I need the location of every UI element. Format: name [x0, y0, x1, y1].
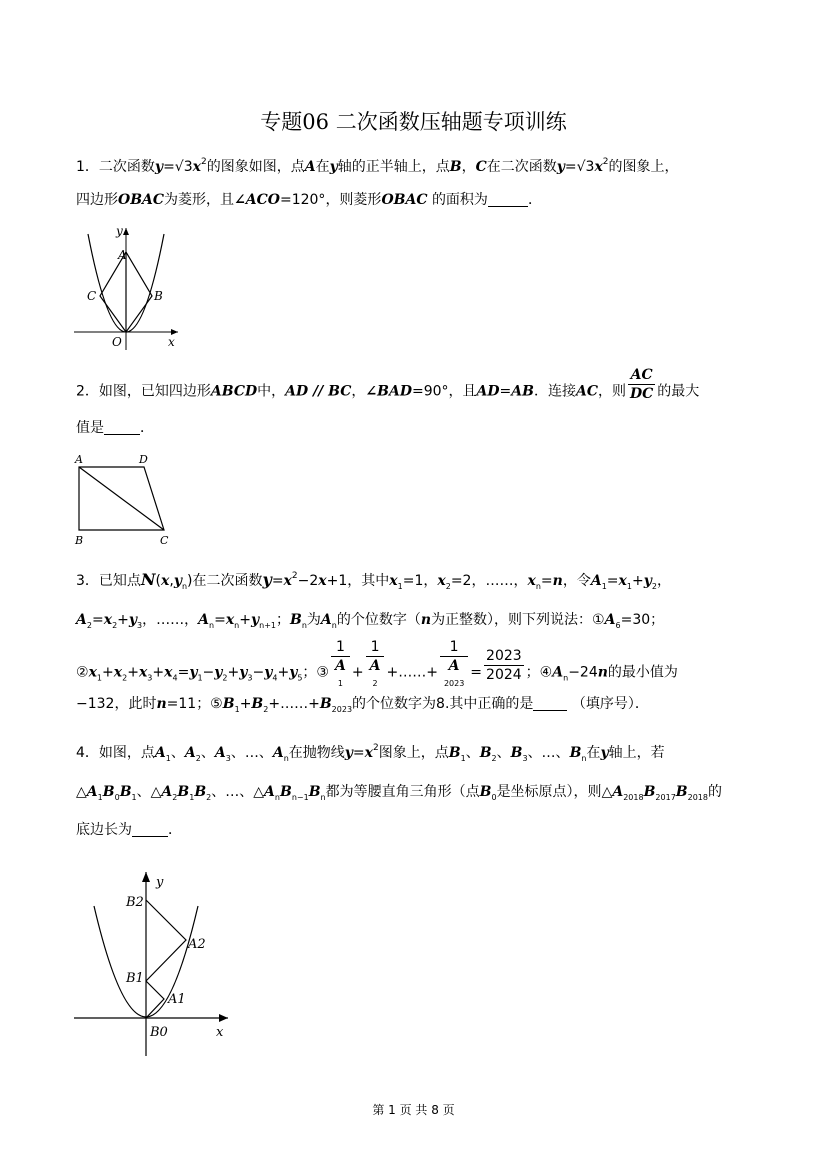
- answer-blank-4[interactable]: [132, 822, 168, 837]
- q2-line-2: 值是 ．: [76, 420, 154, 436]
- fig1-label-x: x: [168, 335, 175, 349]
- q3-line-4: −132，此时n=11；$⑤B_1+B_2+\dots\dots+B_{2023}$的个位数字为8.其中正确的是 （填序号）．: [76, 696, 649, 714]
- q4-line-1: 4．如图，点$A_1$、$A_2$、$A_3$、…、$A_n$在抛物线$y=x^2$图象上，点$B_1$、$B_2$、$B_3$、…、$B_n$在y轴上，若: [76, 743, 665, 763]
- page-footer: 第 1 页 共 8 页: [372, 1103, 455, 1117]
- q2-line-1: 2．如图，已知四边形ABCD中，AD // BC，∠BAD=90°，且AD=AB．连接AC，则 $\frac{AC}{DC}$ 的最大: [76, 367, 700, 402]
- q2-figure: [72, 452, 176, 548]
- fig1-label-B: B: [154, 289, 163, 303]
- q3-line-3: $②x_1+x_2+x_3+x_4=y_1-y_2+y_3-y_4+y_5$；③ 1 A 1 + 1 A 2 +……+ 1 A 2023 = $\frac{2023}{2024}$ ；$④A_n-24n$的最小值为: [76, 639, 678, 688]
- fig2-label-D: D: [139, 453, 148, 466]
- fig1-label-C: C: [87, 289, 97, 303]
- fig4-label-y: y: [156, 875, 164, 890]
- fig2-label-B: B: [75, 534, 84, 547]
- answer-blank-2[interactable]: [104, 420, 140, 435]
- fig4-label-B0: B0: [150, 1025, 168, 1040]
- q3-line-1: 3．已知点$N(x,y_n)$在二次函数$y=x^2-2x+1$，其中$x_1=1$，$x_2=2$，……，$x_n=n$，令$A_1=x_1+y_2$，: [76, 570, 671, 591]
- q3-line-2: $A_2=x_2+y_3$，……，$A_n=x_n+y_{n+1}$；$B_n$为$A_n$的个位数字（n为正整数），则下列说法：$①A_6=30$；: [76, 612, 665, 630]
- q1-line-1: 1．二次函数$y=√3x^2$的图象如图，点A在y轴的正半轴上，点B，C在二次函数$y=√3x^2$的图象上，: [76, 157, 679, 175]
- page-title: 专题06 二次函数压轴题专项训练: [260, 110, 567, 134]
- answer-blank-3[interactable]: [533, 696, 567, 711]
- fig4-label-A1: A1: [168, 992, 186, 1007]
- q4-figure: [72, 866, 236, 1060]
- fig4-label-x: x: [216, 1025, 224, 1040]
- fig4-label-A2: A2: [188, 937, 206, 952]
- fig1-label-O: O: [112, 335, 122, 349]
- fig4-label-B2: B2: [126, 895, 144, 910]
- q1-figure: [74, 222, 186, 352]
- q4-line-2: $\triangle A_1B_0B_1$、$\triangle A_2B_1B_2$、…、$\triangle A_nB_{n-1}B_n$都为等腰直角三角形（点$B_0$是坐标原点），则$\triangle A_{2018}B_{2017}B_{2018}$的: [76, 784, 722, 802]
- fig1-label-y: y: [116, 224, 123, 238]
- q1-line-2: 四边形OBAC为菱形，且∠ACO=120°，则菱形OBAC 的面积为 ．: [76, 192, 542, 208]
- fig2-label-C: C: [160, 534, 169, 547]
- q4-line-3: 底边长为 ．: [76, 822, 182, 838]
- fig4-label-B1: B1: [126, 971, 144, 986]
- fig2-label-A: A: [75, 453, 83, 466]
- answer-blank-1[interactable]: [488, 192, 528, 207]
- fig1-label-A: A: [118, 248, 127, 262]
